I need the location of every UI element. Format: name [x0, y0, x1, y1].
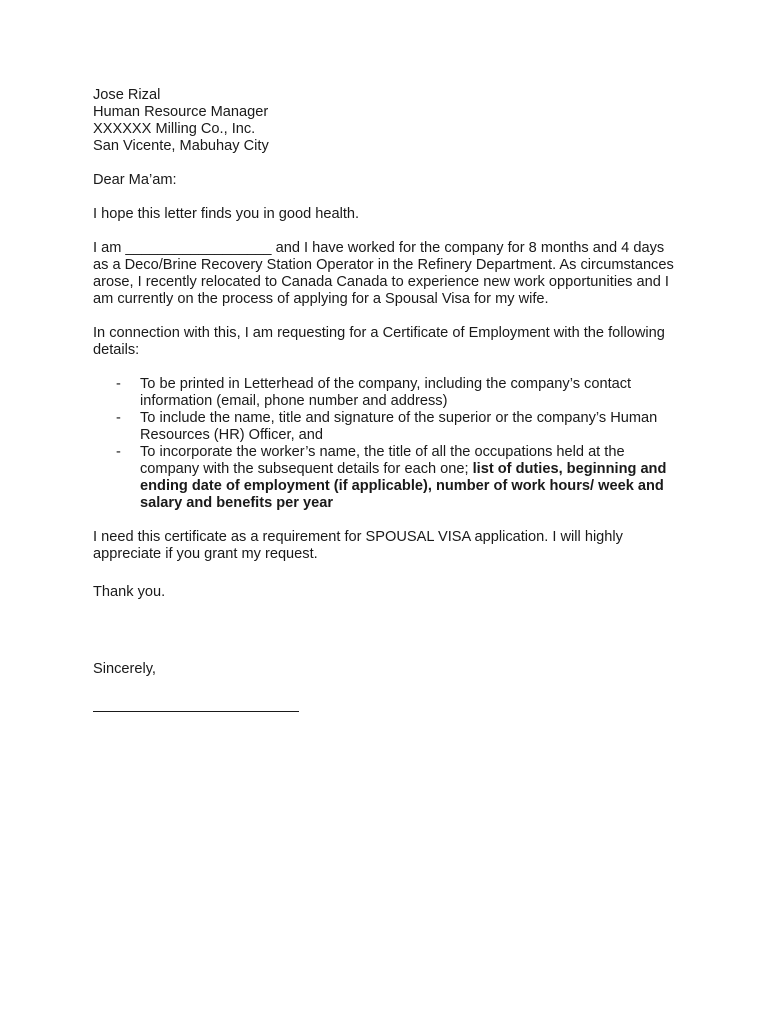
- recipient-company: XXXXXX Milling Co., Inc.: [93, 121, 256, 137]
- recipient-address: San Vicente, Mabuhay City: [93, 138, 269, 154]
- recipient-title: Human Resource Manager: [93, 104, 269, 120]
- need-paragraph: I need this certificate as a requirement for SPOUSAL VISA application. I will highly appreciate if you grant my request.: [93, 529, 623, 562]
- list-item-text: To be printed in Letterhead of the company, including the company’s contact information (email, phone number and address): [140, 376, 632, 409]
- thanks-line: Thank you.: [93, 584, 166, 600]
- list-item: [93, 376, 683, 410]
- connection-paragraph: In connection with this, I am requesting for a Certificate of Employment with the following details:: [93, 325, 665, 358]
- details-list: [93, 376, 683, 512]
- list-dash: -: [116, 410, 121, 426]
- list-item: [93, 444, 683, 512]
- letter-page: [93, 87, 683, 712]
- intro-paragraph: I am __________________ and I have worked for the company for 8 months and 4 days as a Deco/Brine Recovery Station Operator in the Refinery Department. As circumstances arose, I recently relocated to Canada Canada to experience new work opportunities and I am currently on the process of applying for a Spousal Visa for my wife.: [93, 240, 674, 307]
- salutation: Dear Ma’am:: [93, 172, 177, 188]
- recipient-name: Jose Rizal: [93, 87, 161, 103]
- greeting-paragraph: I hope this letter finds you in good health.: [93, 206, 360, 222]
- recipient-address-block: [93, 87, 683, 155]
- list-item-text: To incorporate the worker’s name, the title of all the occupations held at the company with the subsequent details for each one;: [140, 444, 625, 477]
- signature-line: [93, 701, 299, 712]
- closing-line: Sincerely,: [93, 661, 156, 677]
- list-item: [93, 410, 683, 444]
- list-dash: -: [116, 444, 121, 460]
- list-item-text: To include the name, title and signature of the superior or the company’s Human Resources (HR) Officer, and: [140, 410, 658, 443]
- list-dash: -: [116, 376, 121, 392]
- list-item-bold-text: list of duties, beginning and ending date of employment (if applicable), number of work hours/ week and salary and benefits per year: [140, 461, 667, 511]
